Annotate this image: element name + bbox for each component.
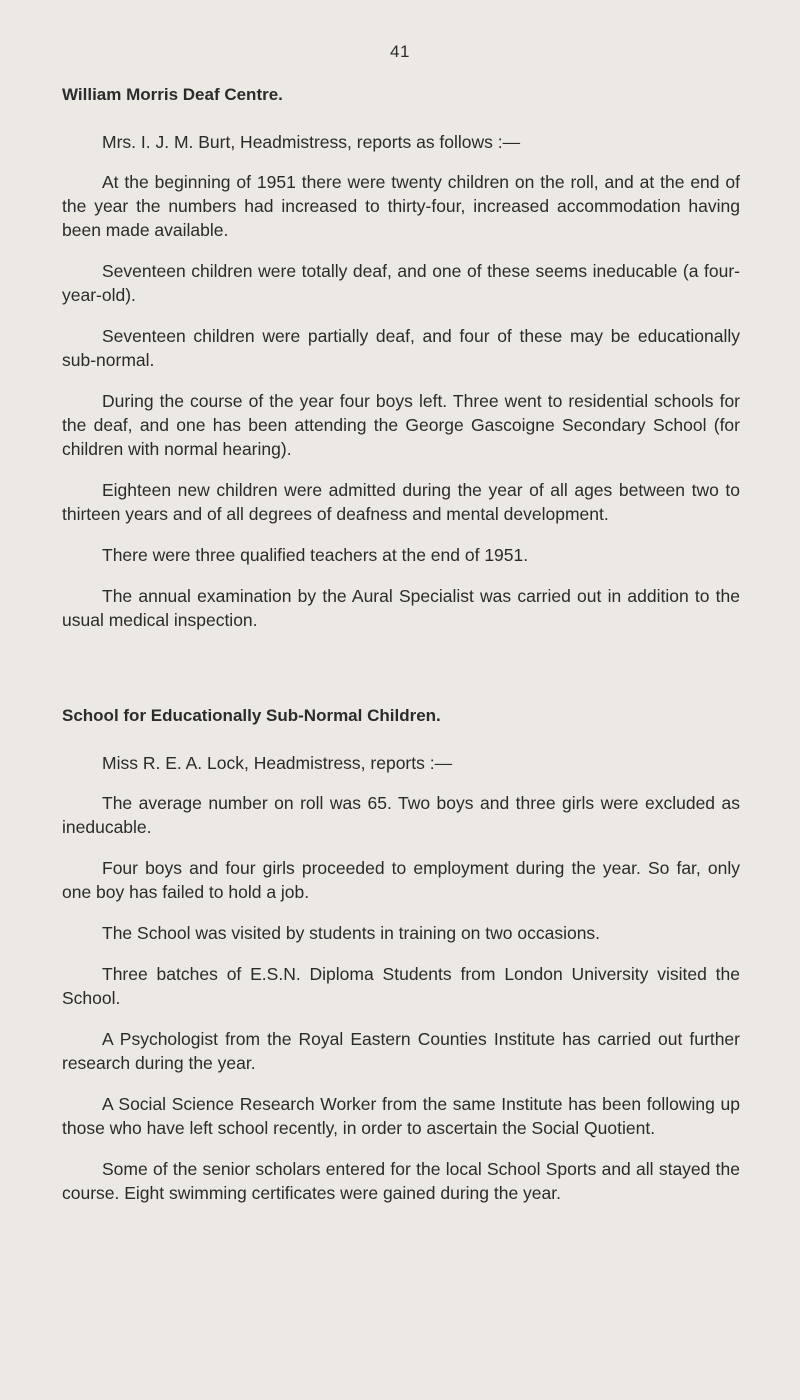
section-heading: School for Educationally Sub-Normal Children. <box>62 706 441 725</box>
paragraph: The School was visited by students in training on two occasions. <box>102 923 601 943</box>
section-esn-school <box>62 705 740 1222</box>
paragraph: Four boys and four girls proceeded to employment during the year. So far, only one boy has failed to hold a job. <box>62 858 740 902</box>
paragraph: Some of the senior scholars entered for the local School Sports and all stayed the course. Eight swimming certificates were gained during the year. <box>62 1159 740 1203</box>
section-heading: William Morris Deaf Centre. <box>62 85 283 104</box>
paragraph: Eighteen new children were admitted during the year of all ages between two to thirteen years and of all degrees of deafness and mental development. <box>62 480 740 524</box>
paragraph: Seventeen children were totally deaf, and one of these seems ineducable (a four-year-old). <box>62 261 740 305</box>
paragraph: At the beginning of 1951 there were twenty children on the roll, and at the end of the year the numbers had increased to thirty-four, increased accommodation having been made available. <box>62 172 740 240</box>
paragraph: During the course of the year four boys left. Three went to residential schools for the deaf, and one has been attending the George Gascoigne Secondary School (for children with normal hearing). <box>62 391 740 459</box>
paragraph: A Social Science Research Worker from the same Institute has been following up those who have left school recently, in order to ascertain the Social Quotient. <box>62 1094 740 1138</box>
paragraph: There were three qualified teachers at the end of 1951. <box>102 545 529 565</box>
section-william-morris-deaf-centre <box>62 84 740 649</box>
paragraph: The annual examination by the Aural Specialist was carried out in addition to the usual medical inspection. <box>62 586 740 630</box>
page-number: 41 <box>390 42 410 61</box>
paragraph: Three batches of E.S.N. Diploma Students from London University visited the School. <box>62 964 740 1008</box>
paragraph: A Psychologist from the Royal Eastern Counties Institute has carried out further research during the year. <box>62 1029 740 1073</box>
paragraph: The average number on roll was 65. Two boys and three girls were excluded as ineducable. <box>62 793 740 837</box>
report-attribution: Miss R. E. A. Lock, Headmistress, reports :— <box>102 753 453 773</box>
paragraph: Seventeen children were partially deaf, and four of these may be educationally sub-normal. <box>62 326 740 370</box>
report-attribution: Mrs. I. J. M. Burt, Headmistress, reports as follows :— <box>102 132 521 152</box>
